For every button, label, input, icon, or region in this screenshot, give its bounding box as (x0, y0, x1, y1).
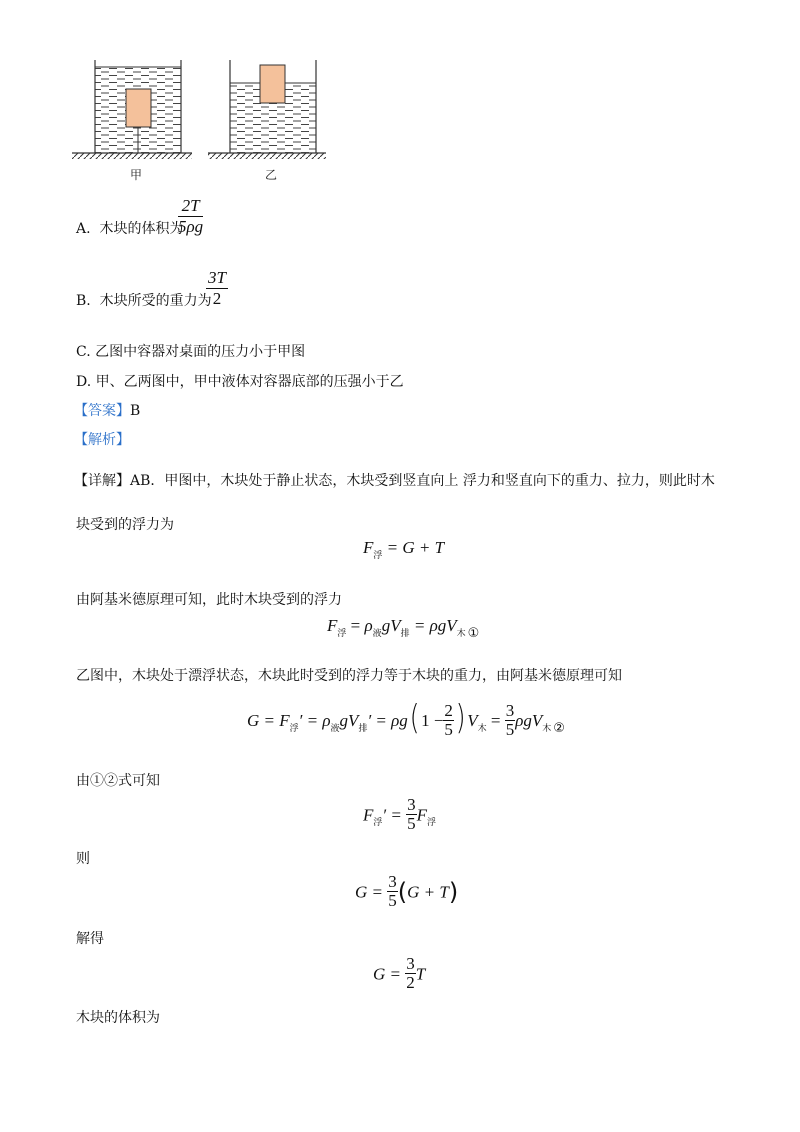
container-yi (230, 60, 316, 153)
text-volume: 木块的体积为 (76, 1010, 160, 1026)
eq3-sub-wood: 木 (542, 723, 552, 734)
equation-1 (363, 538, 445, 561)
eq4-sub: 浮 (373, 818, 383, 829)
analysis-label: 解析 (88, 432, 116, 448)
text-then: 则 (76, 851, 90, 867)
container-diagram (68, 55, 338, 185)
answer-value: B (130, 403, 141, 419)
equation-6 (373, 954, 426, 994)
text-combine: 由①②式可知 (76, 773, 160, 789)
eq3-one-minus: 1 − (421, 710, 444, 730)
eq1-rhs: = G + T (386, 538, 445, 557)
option-a-num: 2T (178, 196, 203, 217)
label-yi: 乙 (265, 168, 278, 182)
text-yi: 乙图中，木块处于漂浮状态，木块此时受到的浮力等于木块的重力，由阿基米德原理可知 (76, 668, 622, 684)
answer-line (74, 402, 140, 420)
eq5-frac (387, 873, 398, 910)
eq3-sub-v2: 木 (477, 723, 487, 734)
eq2-sub-v: 排 (400, 629, 410, 639)
equation-3 (247, 698, 565, 742)
eq4-f2: F (416, 805, 427, 825)
option-a-fraction (178, 196, 203, 237)
eq3-rho: ρ (322, 710, 331, 730)
eq2-f: F (327, 616, 338, 635)
option-b (76, 292, 212, 310)
eq3-lhs: G = F (247, 710, 290, 730)
equation-4 (363, 795, 437, 835)
eq6-frac-num: 3 (406, 954, 415, 973)
analysis-label-close: 】 (116, 432, 130, 448)
eq5-frac-den: 5 (388, 891, 397, 910)
eq4-frac (406, 796, 417, 833)
option-b-prefix: B. (76, 293, 91, 309)
answer-label-open: 【 (74, 403, 88, 419)
eq5-paren-close: ) (448, 877, 459, 906)
eq2-mid: = ρgV (409, 616, 457, 635)
eq5-lhs: G = (355, 882, 388, 902)
eq5-inner: G + T (407, 882, 449, 902)
option-a (76, 220, 183, 238)
wood-block-yi (260, 65, 285, 103)
option-c: C. 乙图中容器对桌面的压力小于甲图 (76, 344, 306, 360)
eq3-paren-open: ( (409, 698, 420, 738)
eq4-f: F (363, 805, 374, 825)
eq3-frac-1-den: 5 (444, 719, 453, 739)
eq3-frac-2-den: 5 (505, 719, 515, 739)
eq3-frac-1 (443, 702, 454, 739)
eq6-frac (405, 955, 416, 992)
option-a-den: 5ρg (178, 217, 204, 236)
eq3-frac-2-num: 3 (505, 700, 515, 720)
eq1-f: F (363, 538, 374, 557)
detail-label-open: 【 (74, 473, 88, 489)
option-b-text: 木块所受的重力为 (99, 293, 212, 309)
equation-5 (355, 872, 459, 912)
eq3-tail: ρgV (515, 710, 543, 730)
eq6-lhs: G = (373, 964, 406, 984)
eq4-prime: ′ = (382, 805, 407, 825)
eq6-tail: T (415, 964, 426, 984)
equation-2 (327, 616, 480, 641)
eq2-rho: ρ (364, 616, 373, 635)
eq3-sub-v: 排 (358, 723, 368, 734)
label-jia: 甲 (130, 168, 143, 182)
eq3-mark: ② (553, 720, 565, 736)
text-solve: 解得 (76, 931, 104, 947)
eq3-prime2: ′ = ρg (367, 710, 408, 730)
eq3-prime1: ′ = (298, 710, 323, 730)
analysis-line (74, 431, 130, 449)
detail-line-1 (74, 472, 715, 490)
option-a-text: 木块的体积为 (99, 221, 184, 237)
eq1-sub: 浮 (373, 551, 383, 561)
ground-hatch-left (72, 153, 192, 159)
eq5-frac-num: 3 (388, 872, 397, 891)
option-d: D. 甲、乙两图中，甲中液体对容器底部的压强小于乙 (76, 374, 404, 390)
eq4-sub2: 浮 (427, 818, 437, 829)
eq3-frac-2 (505, 702, 516, 739)
option-b-fraction (206, 268, 228, 309)
eq3-eq-tail: = (486, 710, 505, 730)
container-jia (95, 60, 181, 153)
eq2-sub-wood: 木 (456, 629, 466, 639)
eq3-sub-rho: 液 (330, 723, 340, 734)
analysis-label-open: 【 (74, 432, 88, 448)
detail-label-close: 】 (116, 473, 130, 489)
eq2-gv: gV (381, 616, 401, 635)
eq2-sub-rho: 液 (372, 629, 382, 639)
option-b-num: 3T (208, 268, 226, 287)
eq5-paren-open: ( (397, 877, 408, 906)
eq2-eq: = (346, 616, 365, 635)
answer-label: 答案 (88, 403, 116, 419)
eq3-paren-close: ) (455, 698, 466, 738)
figure (68, 55, 338, 185)
eq3-sub-f: 浮 (289, 723, 299, 734)
eq4-frac-den: 5 (407, 814, 416, 833)
detail-text-1: AB．甲图中，木块处于静止状态，木块受到竖直向上 浮力和竖直向下的重力、拉力，则此时木 (130, 473, 715, 489)
ground-hatch-right (208, 153, 326, 159)
eq3-frac-1-num: 2 (444, 700, 453, 720)
wood-block-jia (126, 89, 151, 127)
eq6-frac-den: 2 (406, 973, 415, 992)
detail-label: 详解 (88, 473, 116, 489)
text-archimedes: 由阿基米德原理可知，此时木块受到的浮力 (76, 592, 342, 608)
eq3-v: V (467, 710, 478, 730)
detail-line-2: 块受到的浮力为 (76, 517, 174, 533)
eq2-mark: ① (467, 626, 480, 641)
eq2-sub-f: 浮 (337, 629, 347, 639)
option-a-prefix: A. (76, 221, 91, 237)
eq4-frac-num: 3 (407, 795, 416, 814)
eq3-gv: gV (339, 710, 359, 730)
answer-label-close: 】 (116, 403, 130, 419)
option-b-den: 2 (212, 289, 222, 308)
